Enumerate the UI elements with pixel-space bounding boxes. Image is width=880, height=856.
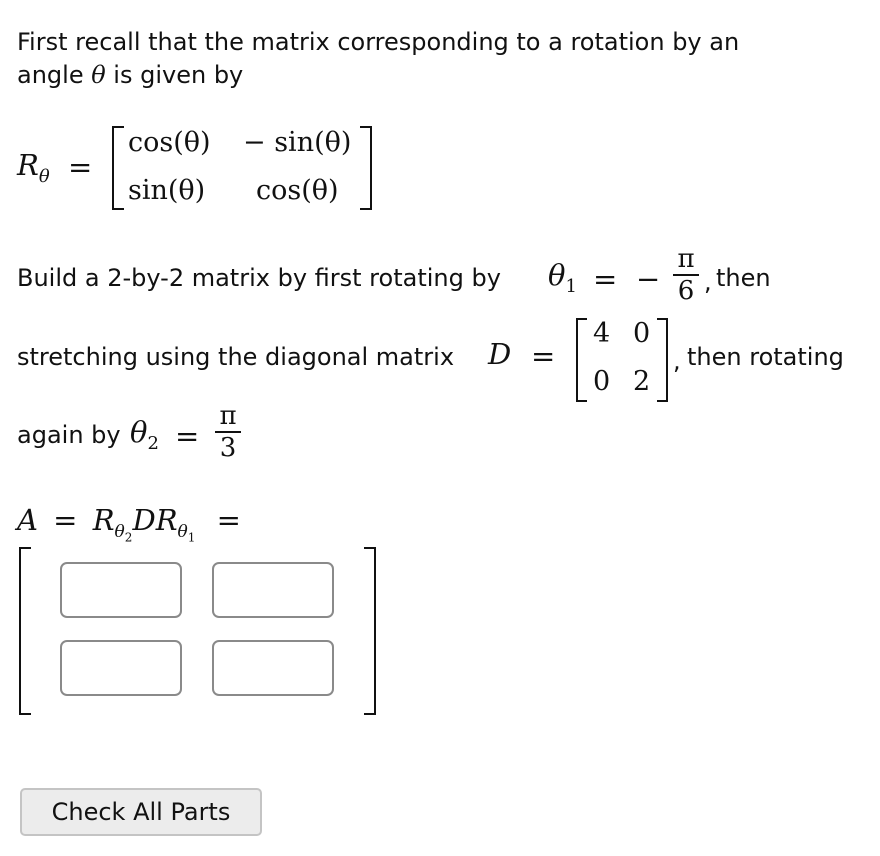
theta2-label [130,415,159,454]
d-symbol: D [488,337,512,371]
d-cell-22: 2 [633,366,651,397]
comma-1: , [704,268,712,296]
theta1-subscript: 1 [565,275,577,297]
stretch-text: stretching using the diagonal matrix [17,343,455,371]
then-text: then [716,264,771,292]
answer-input-11[interactable] [60,562,182,618]
r-matrix-right-bracket [360,126,372,210]
intro-line-2 [17,59,243,91]
build-text: Build a 2-by-2 matrix by first rotating by [17,264,501,292]
r-theta1-symbol: R [155,503,178,537]
theta2-equals: = [175,419,200,453]
r-theta2-subsub: 2 [124,530,133,545]
r-subscript: θ [38,165,50,187]
again-text: again by [17,421,121,449]
r-cell-12: − sin(θ) [243,127,352,158]
theta1-equals: = [593,262,618,296]
theta2-subscript: 2 [147,432,159,454]
theta1-minus: − [636,262,661,296]
a-symbol: A [17,503,38,537]
answer-input-12[interactable] [212,562,334,618]
product-equals-2: = [216,503,241,537]
r-theta1-subsub: 1 [187,530,196,545]
r-symbol: R [17,148,39,182]
theta1-symbol: θ [548,258,566,292]
d-matrix-left-bracket [576,318,587,402]
intro-line-2-pre: angle [17,61,92,89]
check-all-parts-button[interactable]: Check All Parts [20,788,262,836]
r-matrix-left-bracket [112,126,124,210]
answer-right-bracket [364,547,376,715]
theta-symbol: θ [91,61,106,89]
frac1-numerator: π [677,244,695,274]
answer-left-bracket [19,547,31,715]
r-cell-21: sin(θ) [128,175,206,206]
product-equation [17,503,241,544]
frac2-numerator: π [219,401,237,431]
r-theta1-sub: θ [177,521,188,542]
intro-line-2-post: is given by [105,61,244,89]
d-cell-21: 0 [593,366,611,397]
comma-2: , [673,347,681,375]
frac2-denominator: 3 [219,433,237,463]
r-theta-label [17,148,50,187]
r-cell-11: cos(θ) [128,127,211,158]
pi-over-3 [214,401,242,463]
frac1-denominator: 6 [677,276,695,306]
intro-line-1: First recall that the matrix corresponding to a rotation by an [17,28,740,56]
r-equals: = [68,150,93,184]
theta1-label [548,258,577,297]
d-equals: = [531,339,556,373]
d-cell-12: 0 [633,318,651,349]
d-matrix-right-bracket [657,318,668,402]
r-cell-22: cos(θ) [256,175,339,206]
pi-over-6 [672,244,700,306]
product-equals-1: = [53,503,78,537]
theta2-symbol: θ [130,415,148,449]
d-product-symbol: D [132,503,156,537]
r-theta2-sub: θ [114,521,125,542]
answer-input-22[interactable] [212,640,334,696]
then-rotating-text: then rotating [687,343,844,371]
answer-input-21[interactable] [60,640,182,696]
d-cell-11: 4 [593,318,611,349]
r-theta2-symbol: R [92,503,115,537]
